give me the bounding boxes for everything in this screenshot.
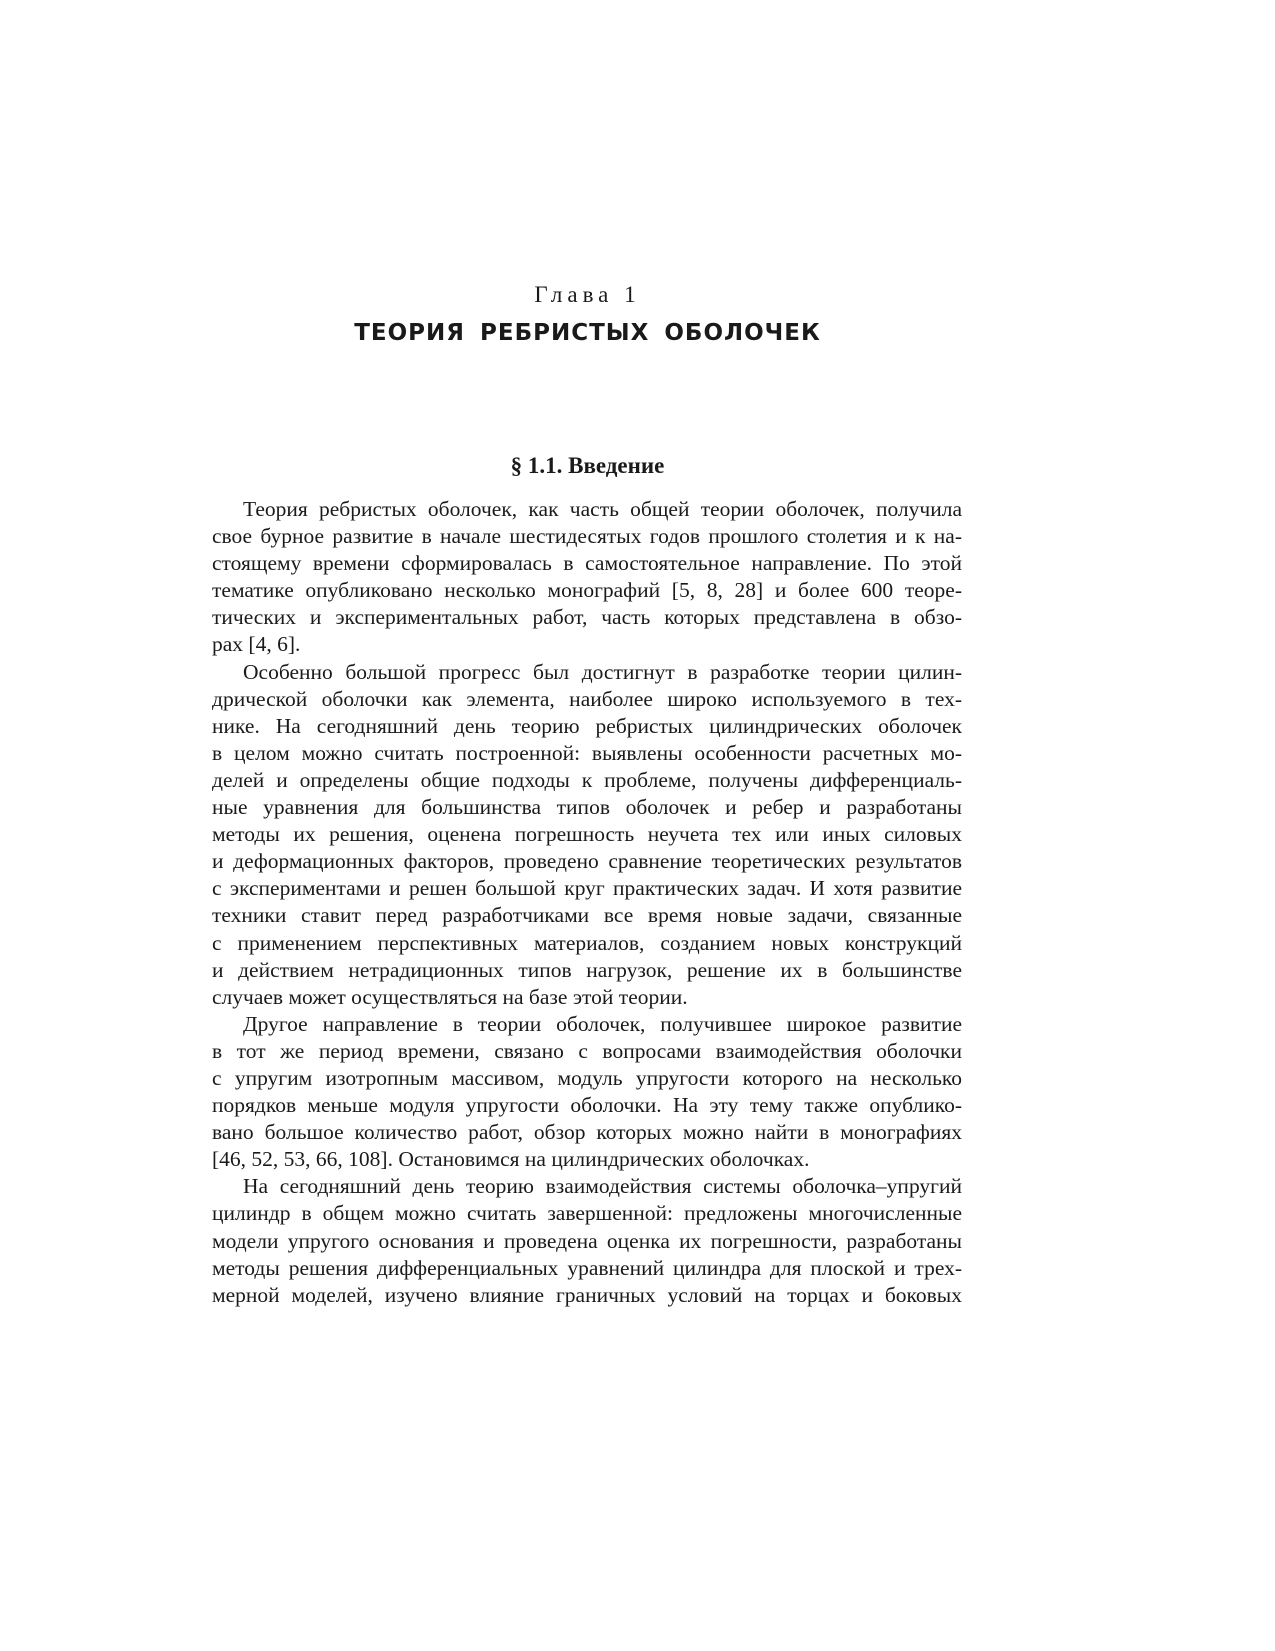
text-line: в целом можно считать построенной: выявлены особенности расчетных мо- — [212, 740, 962, 765]
text-line: нике. На сегодняшний день теорию ребристых цилиндрических оболочек — [212, 713, 962, 738]
text-line: На сегодняшний день теорию взаимодействия системы оболочка–упругий — [243, 1174, 962, 1199]
text-line: свое бурное развитие в начале шестидесятых годов прошлого столетия и к на- — [212, 524, 962, 549]
text-line: тематике опубликовано несколько монографий [5, 8, 28] и более 600 теоре- — [212, 578, 962, 603]
text-line: тических и экспериментальных работ, часть которых представлена в обзо- — [212, 605, 962, 630]
text-line: и действием нетрадиционных типов нагрузок, решение их в большинстве — [212, 957, 962, 982]
text-line: модели упругого основания и проведена оценка их погрешности, разработаны — [212, 1228, 962, 1253]
body-text — [212, 496, 962, 1309]
text-line: методы решения дифференциальных уравнений цилиндра для плоской и трех- — [212, 1255, 962, 1280]
text-line: стоящему времени сформировалась в самостоятельное направление. По этой — [212, 551, 962, 576]
text-line: Теория ребристых оболочек, как часть общей теории оболочек, получила — [243, 497, 962, 521]
text-line: дрической оболочки как элемента, наиболее широко используемого в тех- — [212, 686, 962, 711]
text-line: ные уравнения для большинства типов оболочек и ребер и разработаны — [212, 795, 962, 820]
text-line: методы их решения, оценена погрешность неучета тех или иных силовых — [212, 822, 962, 847]
text-line: с экспериментами и решен большой круг практических задач. И хотя развитие — [212, 876, 962, 901]
text-line: [46, 52, 53, 66, 108]. Остановимся на цилиндрических оболочках. — [212, 1147, 810, 1172]
text-line: техники ставит перед разработчиками все время новые задачи, связанные — [212, 903, 962, 928]
text-line: мерной моделей, изучено влияние граничных условий на торцах и боковых — [212, 1282, 962, 1307]
text-line: случаев может осуществляться на базе этой теории. — [212, 984, 688, 1009]
text-line: Другое направление в теории оболочек, получившее широкое развитие — [243, 1011, 962, 1036]
paragraph — [212, 659, 962, 1011]
paragraph — [212, 496, 962, 659]
text-line: с применением перспективных материалов, созданием новых конструкций — [212, 930, 962, 955]
section-title: § 1.1. Введение — [510, 453, 665, 478]
text-line: в тот же период времени, связано с вопросами взаимодействия оболочки — [212, 1038, 962, 1063]
text-line: Особенно большой прогресс был достигнут в разработке теории цилин- — [243, 659, 962, 684]
text-line: рах [4, 6]. — [212, 632, 301, 657]
chapter-label: Глава 1 — [534, 282, 641, 307]
text-line: цилиндр в общем можно считать завершенной: предложены многочисленные — [212, 1201, 962, 1226]
text-line: с упругим изотропным массивом, модуль упругости которого на несколько — [212, 1065, 962, 1090]
text-line: порядков меньше модуля упругости оболочки. На эту тему также опублико- — [212, 1093, 962, 1118]
paragraph — [212, 1173, 962, 1308]
chapter-title: ТЕОРИЯ РЕБРИСТЫХ ОБОЛОЧЕК — [354, 320, 821, 346]
text-line: вано большое количество работ, обзор которых можно найти в монографиях — [212, 1120, 962, 1145]
text-line: делей и определены общие подходы к проблеме, получены дифференциаль- — [212, 767, 962, 792]
text-line: и деформационных факторов, проведено сравнение теоретических результатов — [212, 849, 962, 874]
paragraph — [212, 1011, 962, 1174]
